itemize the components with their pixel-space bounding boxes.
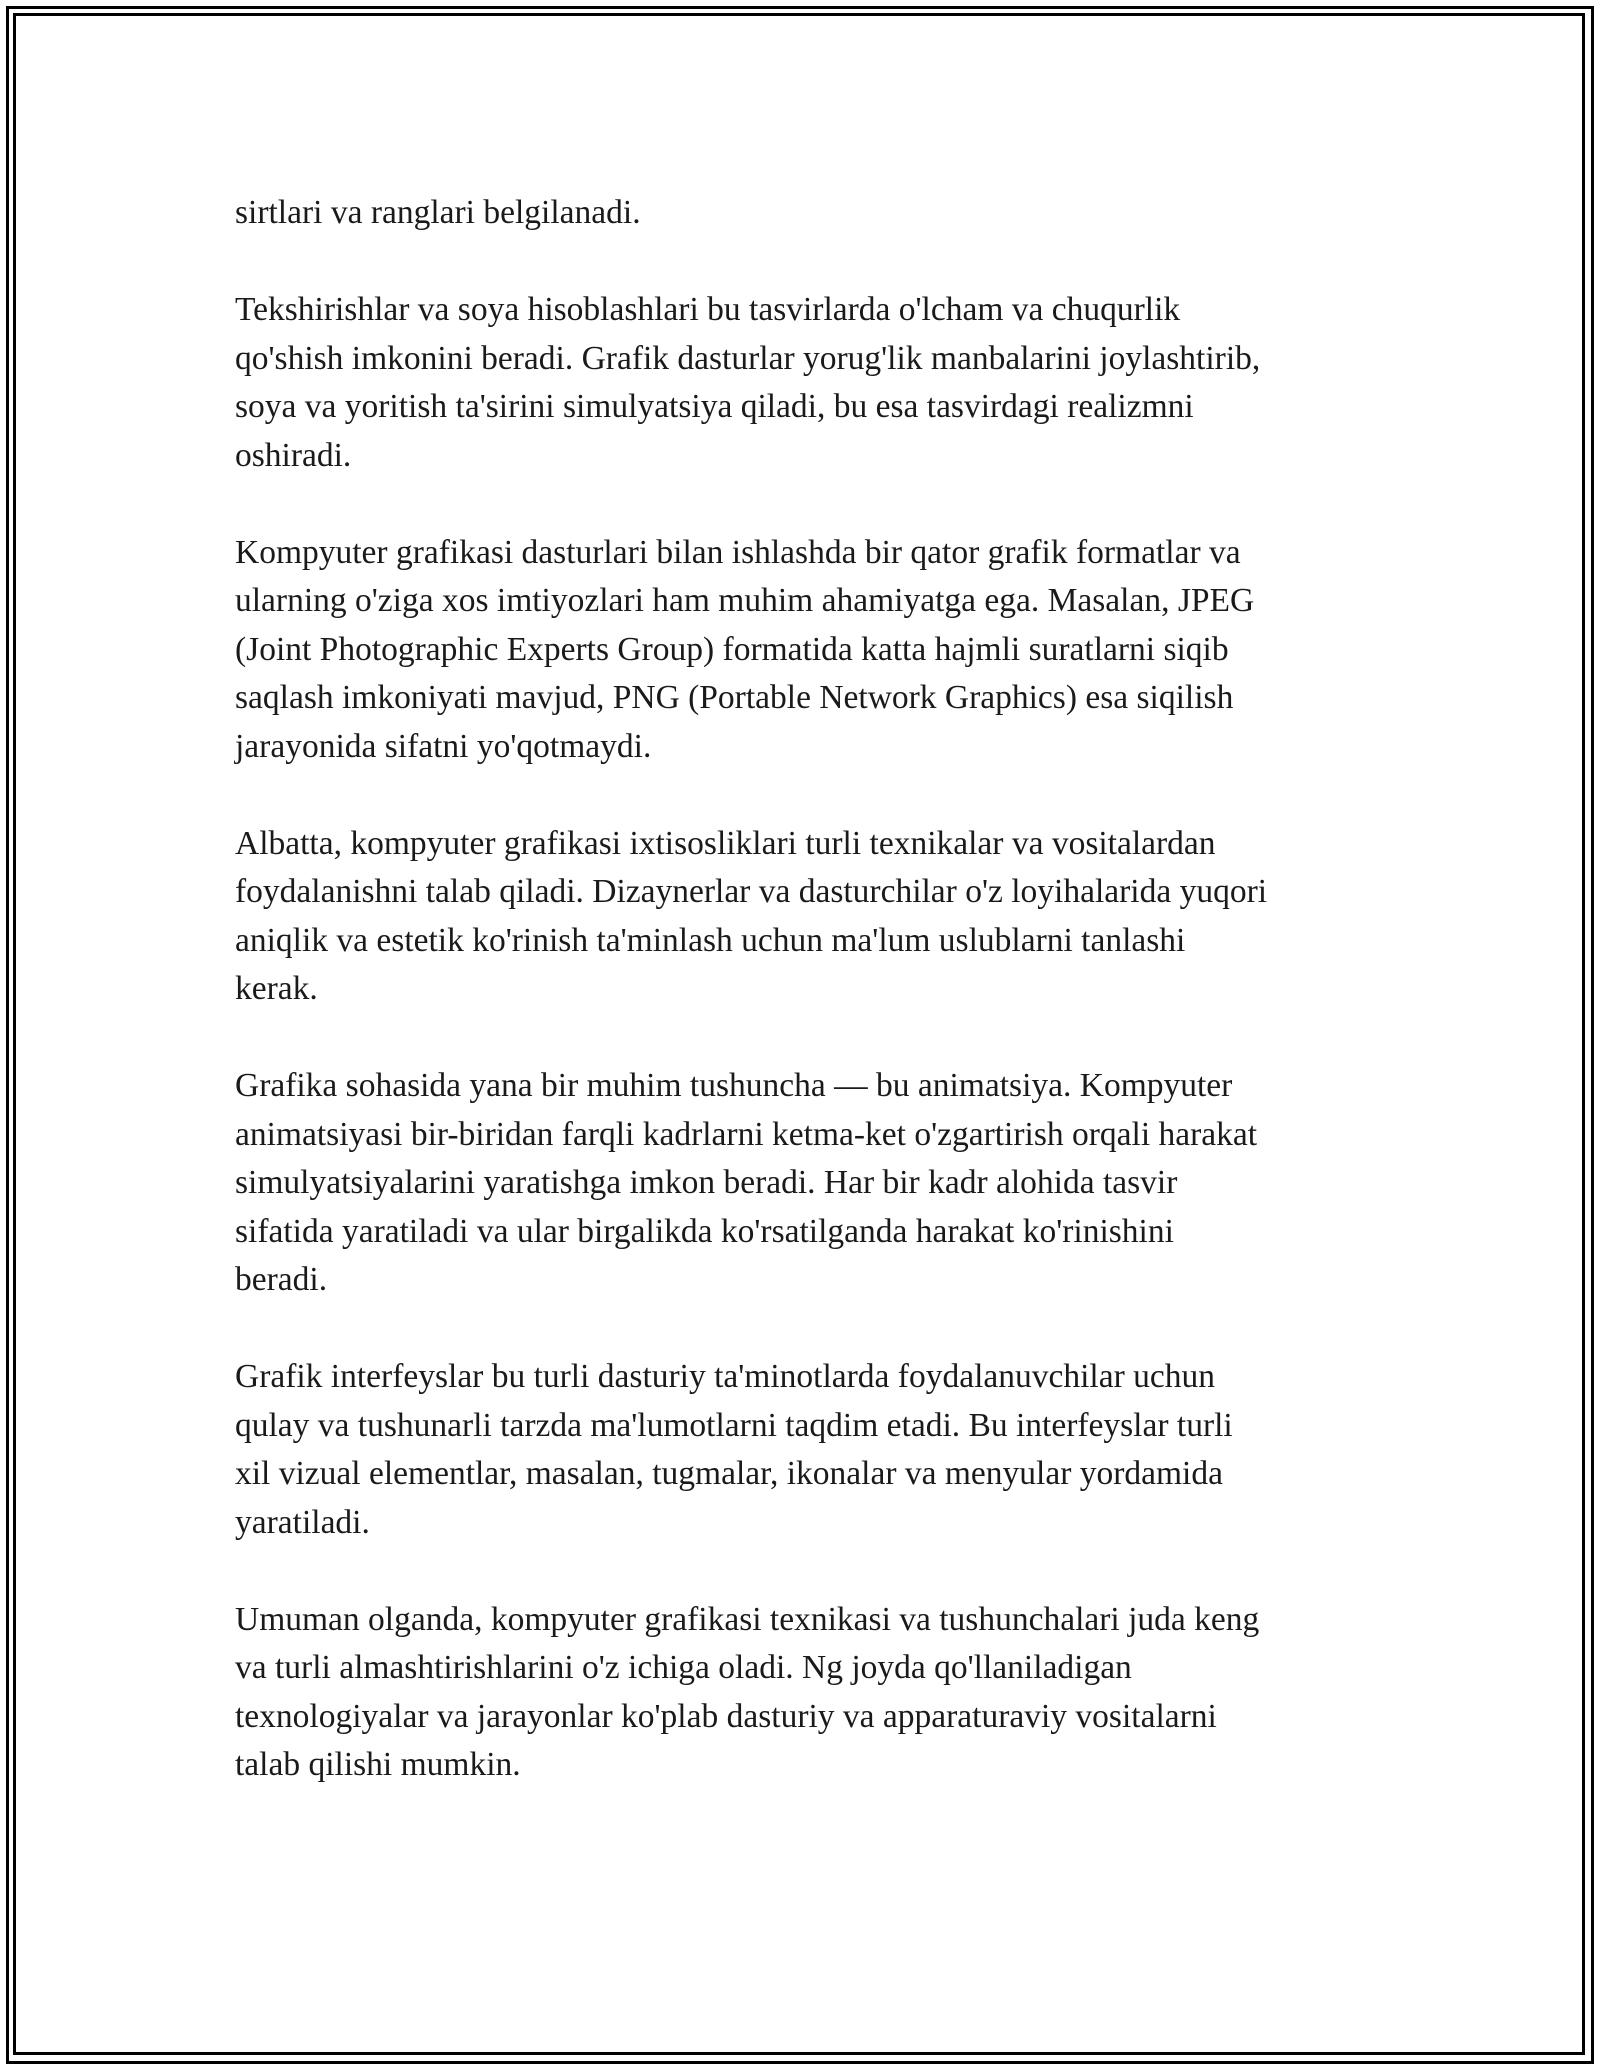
paragraph-3: Kompyuter grafikasi dasturlari bilan ishlashda bir qator grafik formatlar va ularning o'ziga xos imtiyozlari ham muhim ahamiyatga ega. Masalan, JPEG (Joint Photographic Experts Group) formatida katta hajmli suratlarni siqib saqlash imkoniyati mavjud, PNG (Portable Network Graphics) esa siqilish jarayonida sifatni yo'qotmaydi. <box>235 533 1255 765</box>
paragraph-5: Grafika sohasida yana bir muhim tushuncha — bu animatsiya. Kompyuter animatsiyasi bir-biridan farqli kadrlarni ketma-ket o'zgartirish orqali harakat simulyatsiyalarini yaratishga imkon beradi. Har bir kadr alohida tasvir sifatida yaratiladi va ular birgalikda ko'rsatilganda harakat ko'rinishini beradi. <box>235 1067 1258 1298</box>
paragraph-4: Albatta, kompyuter grafikasi ixtisosliklari turli texnikalar va vositalardan foydalanishni talab qiladi. Dizaynerlar va dasturchilar o'z loyihalarida yuqori aniqlik va estetik ko'rinish ta'minlash uchun ma'lum uslublarni tanlashi kerak. <box>235 824 1268 1007</box>
paragraph-1: sirtlari va ranglari belgilanadi. <box>235 194 641 231</box>
paragraph-6: Grafik interfeyslar bu turli dasturiy ta'minotlarda foydalanuvchilar uchun qulay va tushunarli tarzda ma'lumotlarni taqdim etadi. Bu interfeyslar turli xil vizual elementlar, masalan, tugmalar, ikonalar va menyular yordamida yaratiladi. <box>235 1358 1233 1541</box>
document-body <box>235 189 1375 1838</box>
paragraph-7: Umuman olganda, kompyuter grafikasi texnikasi va tushunchalari juda keng va turli almashtirishlarini o'z ichiga oladi. Ng joyda qo'llaniladigan texnologiyalar va jarayonlar ko'plab dasturiy va apparaturaviy vositalarni talab qilishi mumkin. <box>235 1600 1260 1783</box>
paragraph-2: Tekshirishlar va soya hisoblashlari bu tasvirlarda o'lcham va chuqurlik qo'shish imkonini beradi. Grafik dasturlar yorug'lik manbalarini joylashtirib, soya va yoritish ta'sirini simulyatsiya qiladi, bu esa tasvirdagi realizmni oshiradi. <box>235 291 1261 474</box>
